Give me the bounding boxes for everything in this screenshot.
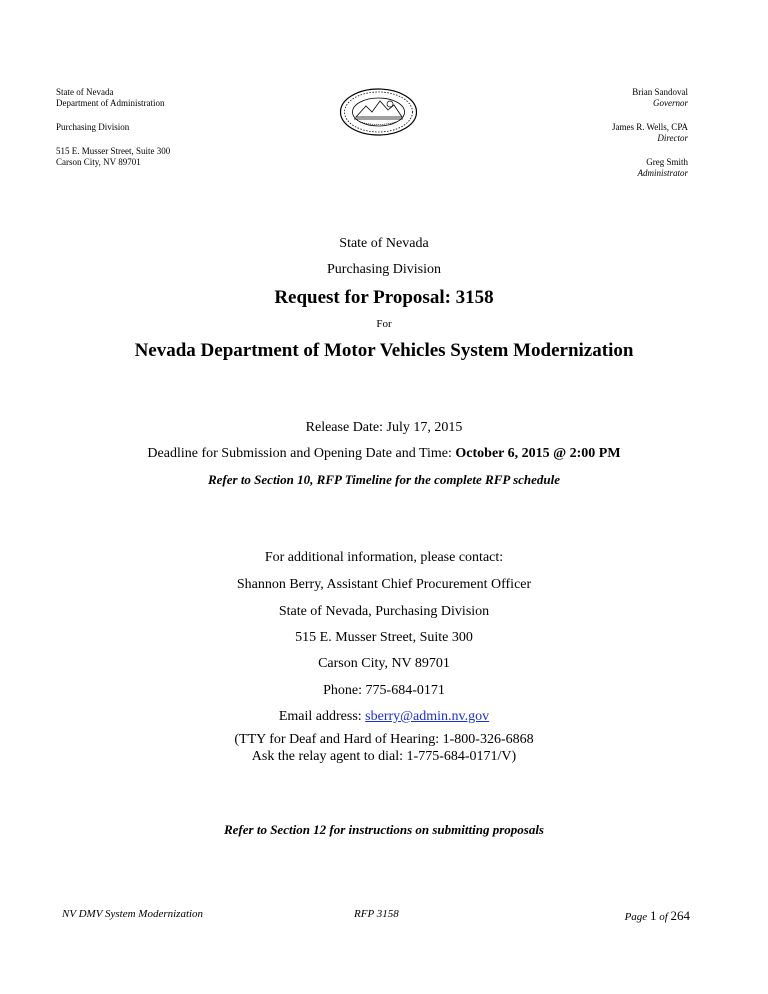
header-department: Department of Administration	[56, 98, 165, 108]
footer-page	[625, 908, 690, 924]
contact-email-line	[0, 709, 768, 725]
deadline-label: Deadline for Submission and Opening Date and Time:	[147, 446, 456, 461]
timeline-note: Refer to Section 10, RFP Timeline for the complete RFP schedule	[207, 472, 561, 487]
title-division: Purchasing Division	[327, 262, 441, 277]
header-street: 515 E. Musser Street, Suite 300	[56, 146, 171, 156]
email-link[interactable]: sberry@admin.nv.gov	[365, 709, 490, 724]
contact-intro: For additional information, please contact:	[264, 550, 504, 565]
title-for: For	[376, 318, 392, 330]
governor-title: Governor	[653, 98, 688, 108]
contact-city: Carson City, NV 89701	[318, 656, 450, 671]
contact-street: 515 E. Musser Street, Suite 300	[295, 630, 473, 645]
title-state: State of Nevada	[339, 236, 429, 251]
submission-note: Refer to Section 12 for instructions on submitting proposals	[223, 822, 544, 837]
contact-org: State of Nevada, Purchasing Division	[278, 604, 490, 619]
deadline-line	[0, 446, 768, 462]
state-seal-icon	[330, 87, 427, 137]
footer-page-total: 264	[670, 908, 690, 923]
contact-tty: (TTY for Deaf and Hard of Hearing: 1-800-326-6868	[234, 732, 534, 747]
contact-phone: Phone: 775-684-0171	[323, 683, 445, 698]
contact-name: Shannon Berry, Assistant Chief Procurement Officer	[236, 577, 532, 592]
director-title: Director	[657, 133, 688, 143]
governor-name: Brian Sandoval	[632, 87, 688, 97]
director-name: James R. Wells, CPA	[611, 122, 688, 132]
footer-page-label: Page	[624, 911, 650, 923]
administrator-title: Administrator	[637, 168, 688, 178]
footer-of-label: of	[656, 911, 671, 923]
email-label: Email address:	[278, 709, 366, 724]
footer-page-num: 1	[649, 908, 657, 923]
header-city: Carson City, NV 89701	[56, 157, 141, 167]
footer-left: NV DMV System Modernization	[62, 908, 204, 920]
header-left	[56, 87, 170, 168]
footer-center: RFP 3158	[354, 908, 399, 920]
deadline-value: October 6, 2015 @ 2:00 PM	[455, 446, 621, 461]
contact-relay: Ask the relay agent to dial: 1-775-684-0171/V)	[251, 749, 517, 764]
rfp-title: Request for Proposal: 3158	[274, 287, 494, 308]
header-division: Purchasing Division	[56, 122, 130, 132]
project-title: Nevada Department of Motor Vehicles System Modernization	[134, 340, 634, 361]
header-state: State of Nevada	[56, 87, 114, 97]
header-right	[612, 87, 688, 179]
administrator-name: Greg Smith	[646, 157, 688, 167]
release-date: Release Date: July 17, 2015	[305, 420, 463, 435]
